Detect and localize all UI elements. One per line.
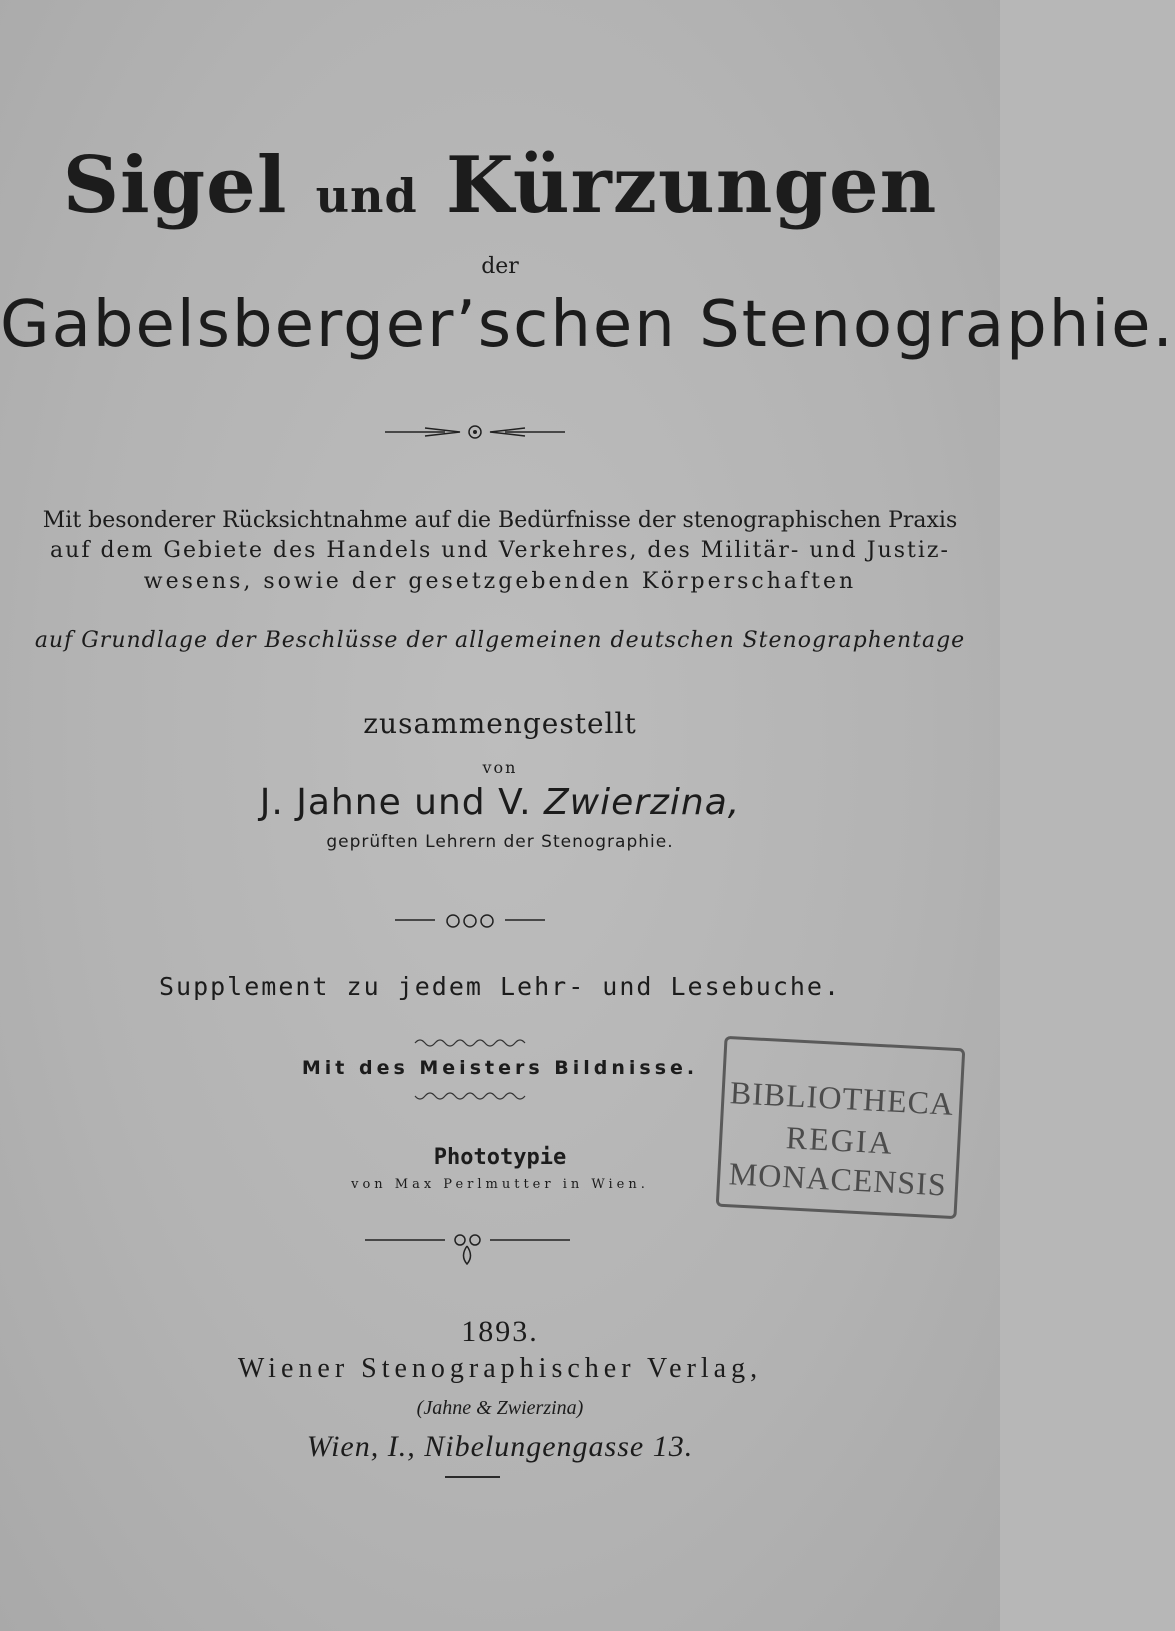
description-line-2: auf dem Gebiete des Handels und Verkehres, des Militär- und Justiz-: [50, 538, 950, 563]
main-title: [0, 140, 1000, 231]
stamp-line-1: BIBLIOTHECA: [729, 1074, 955, 1122]
publisher-address: Wien, I., Nibelungengasse 13.: [306, 1430, 694, 1463]
by-label: von: [482, 758, 518, 777]
subtitle: Gabelsberger’schen Stenographie.: [0, 288, 1175, 362]
library-stamp: [716, 1036, 966, 1219]
publisher-owners: (Jahne & Zwierzina): [416, 1397, 584, 1419]
publication-year: 1893.: [461, 1315, 539, 1348]
title-kuerzungen: Kürzungen: [445, 140, 938, 231]
authors-names: J. Jahne und V.: [259, 782, 544, 823]
ornament-divider-3: [365, 1232, 570, 1272]
authors-qualification: geprüften Lehrern der Stenographie.: [326, 832, 674, 852]
stamp-line-2: REGIA: [785, 1119, 895, 1161]
ornament-divider-1: [385, 420, 565, 444]
authors-last-name: Zwierzina,: [543, 782, 741, 823]
phototype-label: Phototypie: [433, 1145, 567, 1170]
wave-rule-bottom: [415, 1092, 525, 1102]
title-der: der: [481, 254, 519, 279]
wave-rule-top: [415, 1037, 525, 1047]
description-line-1: Mit besonderer Rücksichtnahme auf die Bedürfnisse der stenographischen Praxis: [42, 508, 958, 533]
stamp-line-3: MONACENSIS: [727, 1155, 948, 1203]
portrait-note: Mit des Meisters Bildnisse.: [301, 1057, 699, 1079]
title-und: und: [315, 169, 418, 223]
ornament-divider-2: [395, 908, 545, 932]
supplement-note: Supplement zu jedem Lehr- und Lesebuche.: [158, 972, 842, 1001]
description-line-4: auf Grundlage der Beschlüsse der allgemeinen deutschen Stenographentage: [34, 628, 966, 653]
phototype-credit: von Max Perlmutter in Wien.: [351, 1177, 649, 1192]
description-line-3: wesens, sowie der gesetzgebenden Körperschaften: [143, 569, 857, 594]
publisher: Wiener Stenographischer Verlag,: [237, 1353, 763, 1384]
compiled-label: zusammengestellt: [363, 707, 637, 740]
authors: [0, 782, 1000, 823]
title-sigel: Sigel: [62, 140, 288, 231]
closing-rule: [445, 1476, 500, 1478]
